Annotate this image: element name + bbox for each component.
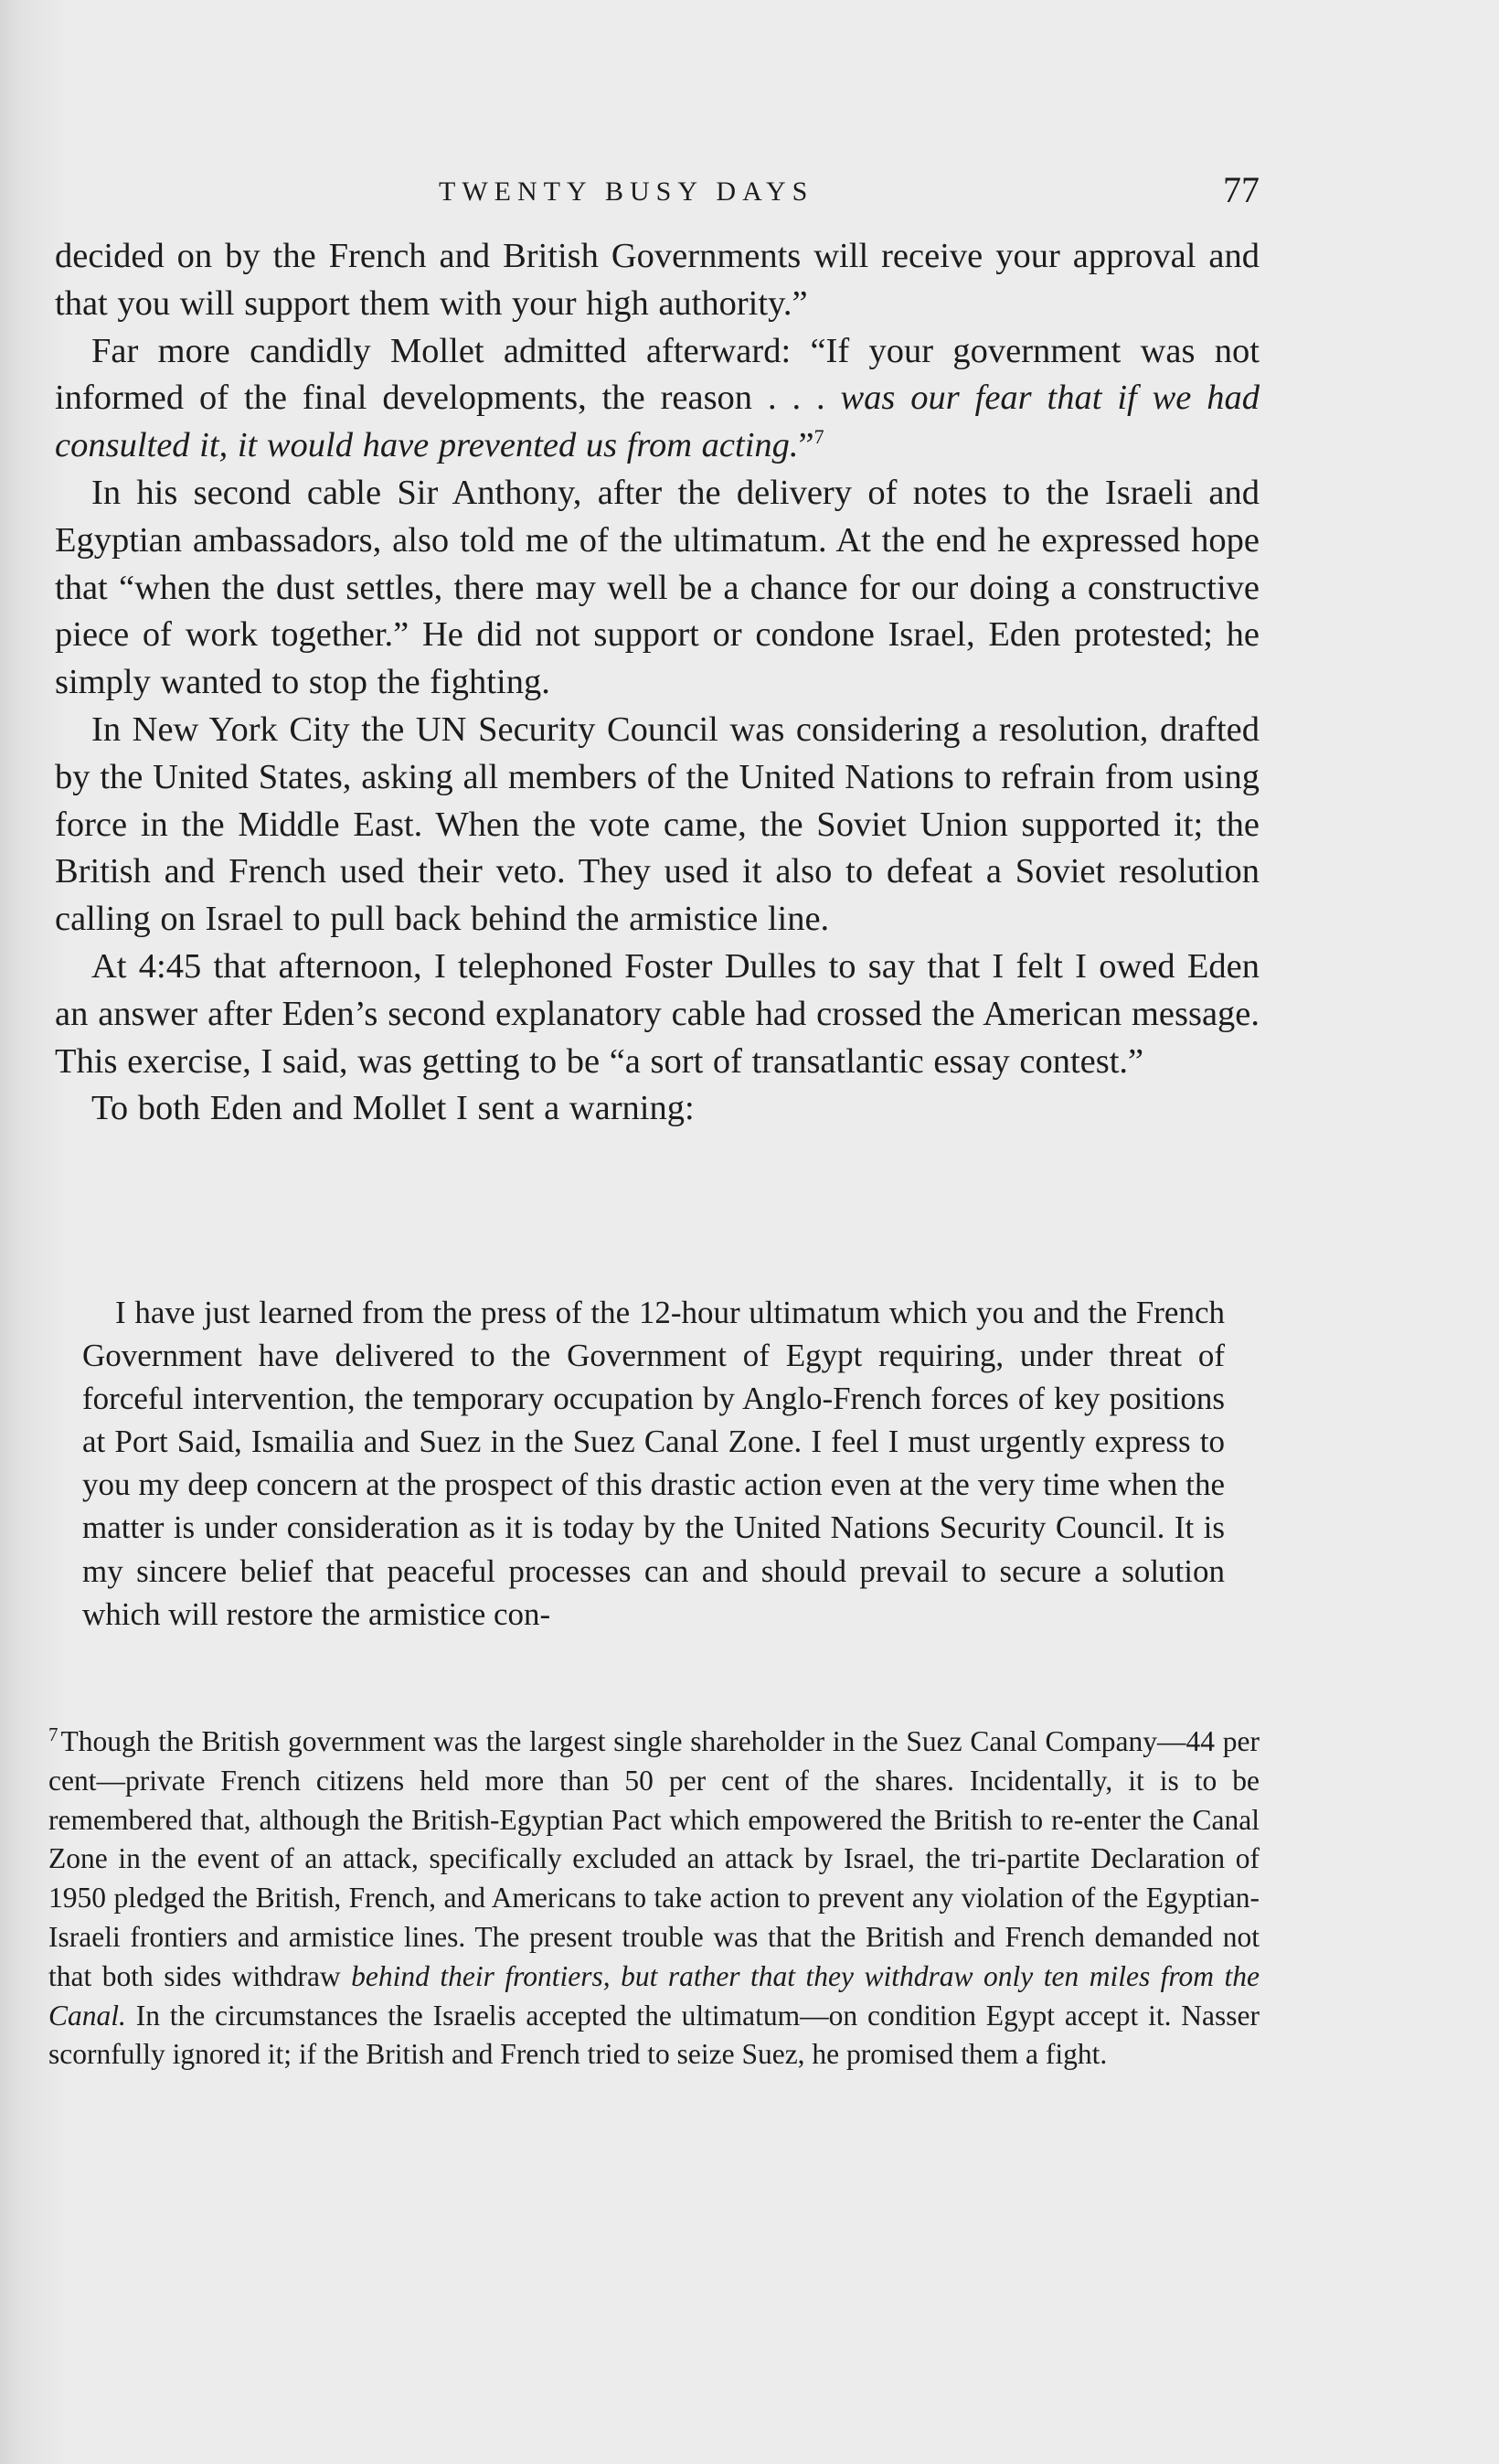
paragraph-dulles-call: [55, 944, 1260, 1085]
paragraph-mollet-quote: [55, 328, 1260, 470]
block-quote: [82, 1291, 1225, 1636]
paragraph-text: In New York City the UN Security Council was considering a resolution, drafted by the United States, asking all members of the United Nations to refrain from using force in the Middle East. When the vote came, the Soviet Union supported it; the British and French used their veto. They used it also to defeat a Soviet resolution calling on Israel to pull back behind the armistice line.: [55, 709, 1260, 939]
block-quote-paragraph: [82, 1291, 1225, 1636]
footnote-text: Though the British government was the largest single shareholder in the Suez Canal Company—44 per cent—private French citizens held more than 50 per cent of the shares. Incidentally, it is to be remembered that, although the British-Egyptian Pact which empowered the British to re-enter the Canal Zone in the event of an attack, specifically excluded an attack by Israel, the tri-partite Declaration of 1950 pledged the British, French, and Americans to take action to prevent any violation of the Egyptian-Israeli frontiers and armistice lines. The present trouble was that the British and French demanded not that both sides withdraw: [48, 1725, 1260, 1992]
body-text: [55, 233, 1260, 1133]
footnote-reference[interactable]: 7: [813, 425, 824, 449]
paragraph-text: To both Eden and Mollet I sent a warning:: [91, 1089, 695, 1128]
paragraph-text: At 4:45 that afternoon, I telephoned Foster Dulles to say that I felt I owed Eden an answer after Eden’s second explanatory cable had crossed the American message. This exercise, I said, was getting to be “a sort of transatlantic essay contest.”: [55, 946, 1260, 1081]
footnote-paragraph: [48, 1723, 1260, 2075]
paragraph-continuation: [55, 233, 1260, 328]
paragraph-text: Far more candidly Mollet admitted afterward: “If your government was not informed of the final developments, the reason . . .: [55, 331, 1260, 418]
page-number: 77: [1223, 169, 1260, 210]
paragraph-text: decided on by the French and British Governments will receive your approval and that you will support them with your high authority.”: [55, 237, 1260, 323]
paragraph-warning-intro: [55, 1085, 1260, 1133]
italic-quote: was our fear that if we had consulted it, it would have prevented us from acting.: [55, 379, 1260, 465]
footnote-text-end: In the circumstances the Israelis accepted the ultimatum—on condition Egypt accept it. Nasser scornfully ignored it; if the British and French tried to seize Suez, he promised them a fight.: [48, 1999, 1260, 2071]
paragraph-security-council: [55, 707, 1260, 944]
running-title: TWENTY BUSY DAYS: [439, 176, 814, 207]
block-quote-text: I have just learned from the press of the 12-hour ultimatum which you and the French Government have delivered to the Government of Egypt requiring, under threat of forceful intervention, the temporary occupation by Anglo-French forces of key positions at Port Said, Ismailia and Suez in the Suez Canal Zone. I feel I must urgently express to you my deep concern at the prospect of this drastic action even at the very time when the matter is under consideration as it is today by the United Nations Security Council. It is my sincere belief that peaceful processes can and should prevail to secure a solution which will restore the armistice con-: [82, 1295, 1225, 1632]
paragraph-second-cable: [55, 470, 1260, 707]
running-head: [55, 170, 1260, 212]
paragraph-text: In his second cable Sir Anthony, after the delivery of notes to the Israeli and Egyptian ambassadors, also told me of the ultimatum. At the end he expressed hope that “when the dust settles, there may well be a chance for our doing a constructive piece of work together.” He did not support or condone Israel, Eden protested; he simply wanted to stop the fighting.: [55, 473, 1260, 702]
footnote-italic-text: behind their frontiers, but rather that they withdraw only ten miles from the Canal.: [48, 1959, 1260, 2032]
footnote-mark: 7: [48, 1723, 58, 1745]
footnote: [48, 1723, 1260, 2075]
closing-quote: ”: [798, 426, 814, 465]
